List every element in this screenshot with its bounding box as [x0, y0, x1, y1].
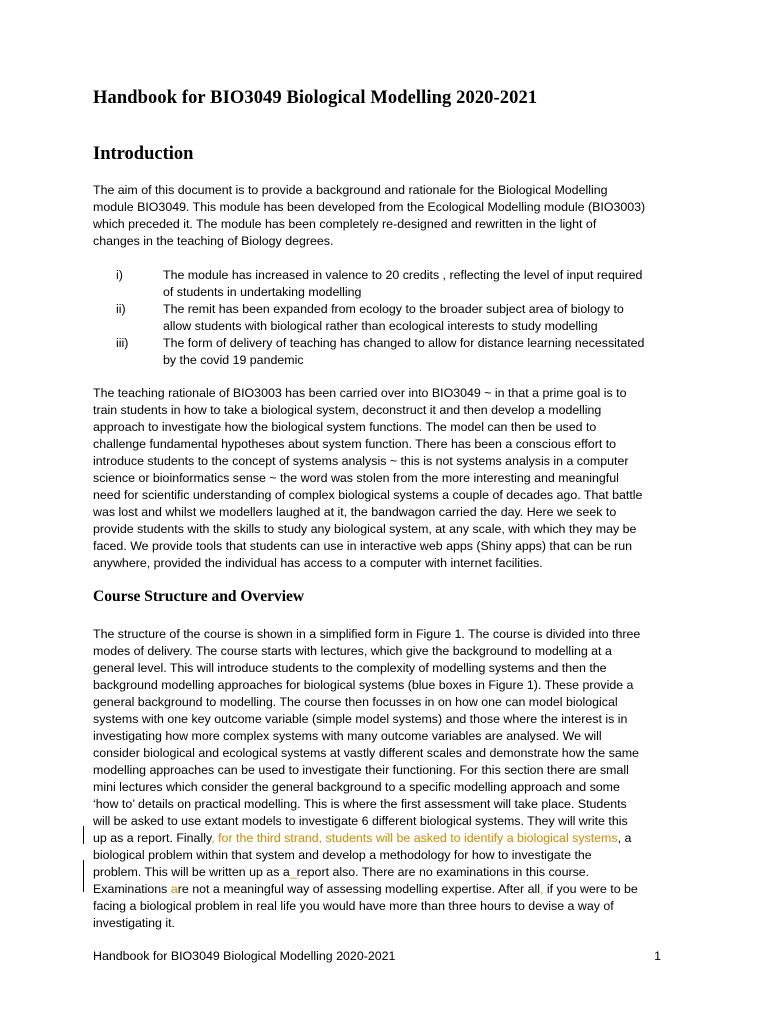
introduction-heading: Introduction [93, 144, 194, 164]
paragraph-line: challenge fundamental hypotheses about system function. There has been a conscious effort to [93, 437, 617, 451]
text-run: report also. There are no examinations in this course. [296, 865, 590, 879]
list-number: ii) [116, 302, 126, 316]
page-footer [93, 948, 661, 965]
changes-list [93, 267, 693, 369]
paragraph-line: The aim of this document is to provide a background and rationale for the Biological Modelling [93, 183, 608, 197]
paragraph-line: will be asked to use extant models to investigate 6 different biological systems. They will write this [93, 814, 628, 828]
text-run: , a [617, 831, 632, 845]
paragraph-line [93, 830, 693, 847]
list-item [93, 267, 693, 301]
list-line: The module has increased in valence to 20 credits , reflecting the level of input required [163, 268, 643, 282]
list-number: i) [116, 268, 123, 282]
paragraph-line: The teaching rationale of BIO3003 has been carried over into BIO3049 ~ in that a prime goal is to [93, 386, 627, 400]
paragraph-line [93, 881, 693, 898]
text-run: if you were to be [543, 882, 638, 896]
paragraph-line: which preceded it. The module has been completely re-designed and rewritten in the light of [93, 217, 597, 231]
paragraph-line: science or bioinformatics sense ~ the word was stolen from the more interesting and meaningful [93, 471, 619, 485]
paragraph-line: modes of delivery. The course starts with lectures, which give the background to modelling at a [93, 644, 612, 658]
list-line: of students in undertaking modelling [163, 285, 362, 299]
list-number: iii) [116, 336, 129, 350]
list-item [93, 301, 693, 335]
text-run: re not a meaningful way of assessing modelling expertise. After all [177, 882, 541, 896]
paragraph-line: biological problem within that system and develop a methodology for how to investigate the [93, 848, 592, 862]
paragraph-line: introduce students to the concept of systems analysis ~ this is not systems analysis in a computer [93, 454, 629, 468]
document-title: Handbook for BIO3049 Biological Modelling 2020-2021 [93, 88, 538, 108]
tracked-change: _ [289, 865, 297, 879]
text-run: Examinations [93, 882, 171, 896]
paragraph-line: facing a biological problem in real life you would have more than three hours to devise a way of [93, 899, 614, 913]
footer-text: Handbook for BIO3049 Biological Modelling 2020-2021 [93, 949, 396, 963]
paragraph-line: was lost and whilst we modellers laughed at it, the bandwagon carried the day. Here we seek to [93, 505, 617, 519]
paragraph-line: general level. This will introduce students to the complexity of modelling systems and then the [93, 661, 607, 675]
list-line: The remit has been expanded from ecology to the broader subject area of biology to [163, 302, 624, 316]
paragraph-line: faced. We provide tools that students can use in interactive web apps (Shiny apps) that can be run [93, 539, 633, 553]
tracked-change: , [540, 882, 544, 896]
change-bar [83, 860, 84, 892]
text-run: problem. This will be written up as a [93, 865, 290, 879]
rationale-paragraph [93, 385, 693, 572]
paragraph-line: module BIO3049. This module has been developed from the Ecological Modelling module (BIO3003) [93, 200, 646, 214]
paragraph-line [93, 864, 693, 881]
paragraph-line: need for scientific understanding of complex biological systems a couple of decades ago. That battle [93, 488, 643, 502]
paragraph-line: anywhere, provided the individual has access to a computer with internet facilities. [93, 556, 543, 570]
list-line: allow students with biological rather than ecological interests to study modelling [163, 319, 598, 333]
course-structure-heading: Course Structure and Overview [93, 588, 305, 605]
page-number: 1 [654, 949, 661, 963]
paragraph-line: general background to modelling. The course then focusses in on how one can model biological [93, 695, 618, 709]
paragraph-line: investigating it. [93, 916, 175, 930]
text-run: up as a report. Finally [93, 831, 212, 845]
list-line: by the covid 19 pandemic [163, 353, 304, 367]
tracked-change: a [170, 882, 178, 896]
tracked-change: s [611, 831, 618, 845]
paragraph-line: ‘how to’ details on practical modelling. This is where the first assessment will take place. Students [93, 797, 627, 811]
paragraph-line: consider biological and ecological systems at vastly different scales and demonstrate how the same [93, 746, 639, 760]
paragraph-line: systems with one key outcome variable (simple model systems) and those where the interest is in [93, 712, 628, 726]
tracked-change: , for the third strand, students will be asked to identify a biological system [211, 831, 612, 845]
paragraph-line: investigating how more complex systems with many outcome variables are analysed. We will [93, 729, 602, 743]
paragraph-line: changes in the teaching of Biology degrees. [93, 234, 334, 248]
paragraph-line: provide students with the skills to study any biological system, at any scale, with which they may be [93, 522, 637, 536]
list-line: The form of delivery of teaching has changed to allow for distance learning necessitated [163, 336, 645, 350]
intro-paragraph [93, 182, 693, 250]
paragraph-line: approach to investigate how the biological system functions. The model can then be used to [93, 420, 597, 434]
paragraph-line: mini lectures which consider the general background to a specific modelling approach and some [93, 780, 620, 794]
list-item [93, 335, 693, 369]
paragraph-line: The structure of the course is shown in a simplified form in Figure 1. The course is divided into three [93, 627, 641, 641]
paragraph-line: background modelling approaches for biological systems (blue boxes in Figure 1). These provide a [93, 678, 634, 692]
paragraph-line: modelling approaches can be used to investigate their functioning. For this section there are small [93, 763, 629, 777]
structure-paragraph [93, 626, 693, 932]
paragraph-line: train students in how to take a biological system, deconstruct it and then develop a modelling [93, 403, 602, 417]
change-bar [83, 826, 84, 844]
